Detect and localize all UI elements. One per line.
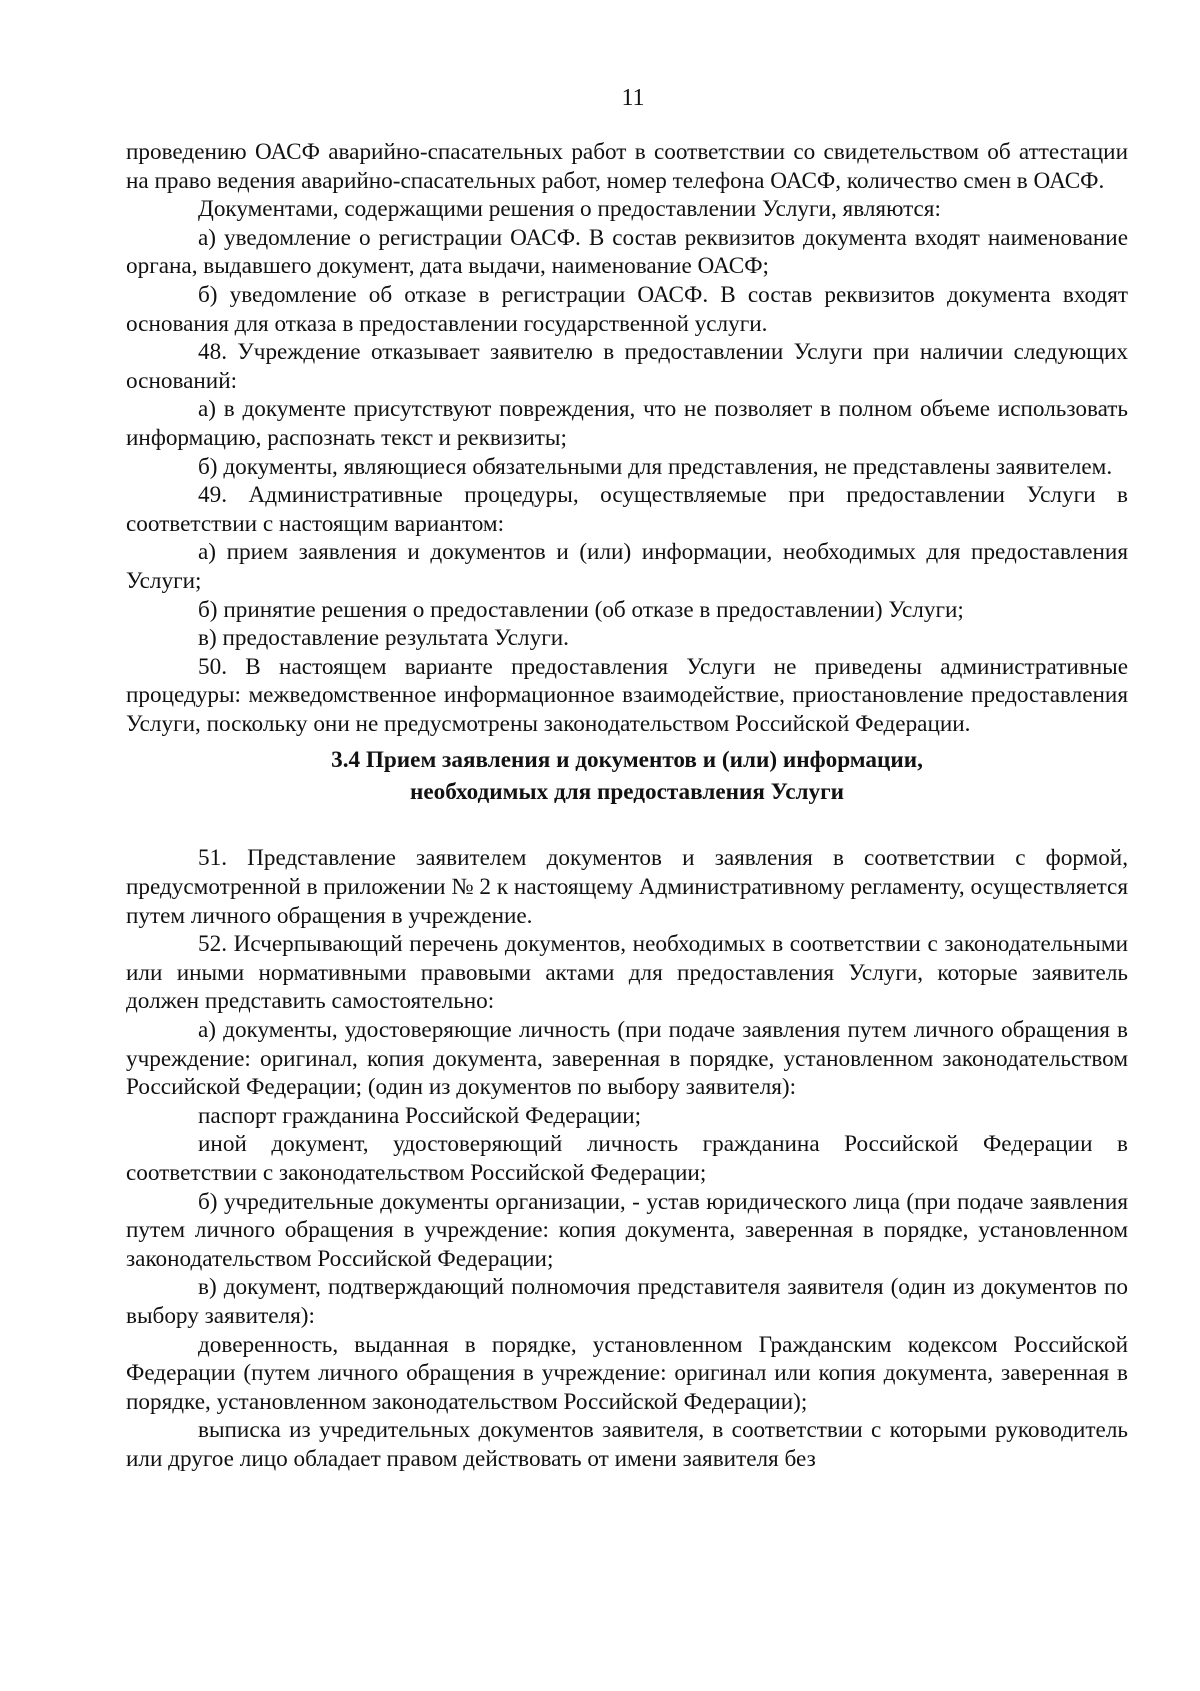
paragraph: 52. Исчерпывающий перечень документов, необходимых в соответствии с законодательными или иными нормативными правовыми актами для предоставления Услуги, которые заявитель должен представить самостоятельно: [126,931,1128,1015]
page-number: 11 [621,85,645,111]
paragraph: а) уведомление о регистрации ОАСФ. В состав реквизитов документа входят наименование органа, выдавшего документ, дата выдачи, наименование ОАСФ; [126,224,1128,280]
body-after-heading [126,844,1128,1473]
paragraph: а) прием заявления и документов и (или) информации, необходимых для предоставления Услуги; [126,539,1128,594]
paragraph: доверенность, выданная в порядке, установленном Гражданским кодексом Российской Федерации (путем личного обращения в учреждение: оригинал или копия документа, заверенная в порядке, установленном законодательством Российской Федерации); [126,1331,1128,1415]
paragraph: в) документ, подтверждающий полномочия представителя заявителя (один из документов по выбору заявителя): [126,1274,1128,1329]
paragraph: Документами, содержащими решения о предоставлении Услуги, являются: [198,196,941,223]
section-heading-line-1: 3.4 Прием заявления и документов и (или) информации, [331,747,923,774]
paragraph: проведению ОАСФ аварийно-спасательных работ в соответствии со свидетельством об аттестации на право ведения аварийно-спасательных работ, номер телефона ОАСФ, количество смен в ОАСФ. [126,139,1128,194]
paragraph: паспорт гражданина Российской Федерации; [198,1102,642,1129]
paragraph: иной документ, удостоверяющий личность гражданина Российской Федерации в соответствии с законодательством Российской Федерации; [126,1131,1128,1186]
body-before-heading [126,138,1128,738]
paragraph: б) документы, являющиеся обязательными для представления, не представлены заявителем. [198,453,1113,480]
paragraph: 48. Учреждение отказывает заявителю в предоставлении Услуги при наличии следующих оснований: [126,339,1128,394]
paragraph: 50. В настоящем варианте предоставления Услуги не приведены административные процедуры: межведомственное информационное взаимодействие, приостановление предоставления Услуги, поскольку они не предусмотрены законодательством Российской Федерации. [126,653,1128,737]
paragraph: б) учредительные документы организации, - устав юридического лица (при подаче заявления путем личного обращения в учреждение: копия документа, заверенная в порядке, установленном законодательством Российской Федерации; [126,1188,1128,1272]
paragraph: выписка из учредительных документов заявителя, в соответствии с которыми руководитель или другое лицо обладает правом действовать от имени заявителя без [126,1417,1128,1472]
paragraph: в) предоставление результата Услуги. [198,625,569,652]
paragraph: 49. Административные процедуры, осуществляемые при предоставлении Услуги в соответствии с настоящим вариантом: [126,482,1128,537]
paragraph: а) в документе присутствуют повреждения, что не позволяет в полном объеме использовать информацию, распознать текст и реквизиты; [126,396,1128,451]
section-heading [126,744,1128,808]
paragraph: б) уведомление об отказе в регистрации ОАСФ. В состав реквизитов документа входят основания для отказа в предоставлении государственной услуги. [126,281,1128,337]
paragraph: б) принятие решения о предоставлении (об отказе в предоставлении) Услуги; [198,596,964,623]
section-heading-line-2: необходимых для предоставления Услуги [409,779,845,806]
paragraph: 51. Представление заявителем документов и заявления в соответствии с формой, предусмотренной в приложении № 2 к настоящему Административному регламенту, осуществляется путем личного обращения в учреждение. [126,845,1128,929]
paragraph: а) документы, удостоверяющие личность (при подаче заявления путем личного обращения в учреждение: оригинал, копия документа, заверенная в порядке, установленном законодательством Российской Федерации; (один из документов по выбору заявителя): [126,1017,1128,1101]
